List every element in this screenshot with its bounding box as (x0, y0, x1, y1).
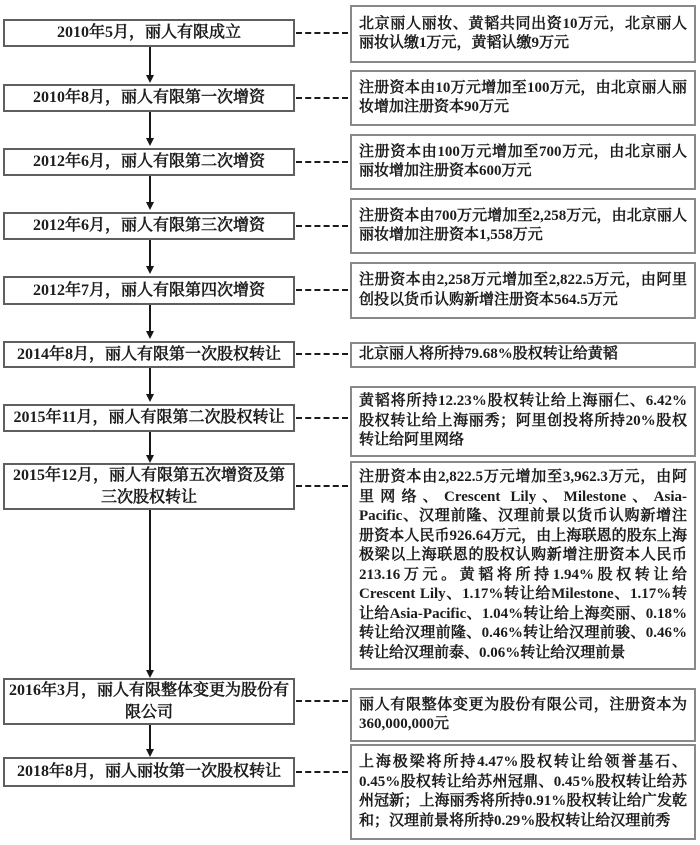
flow-step-label-2: 2010年8月，丽人有限第一次增资 (32, 89, 265, 106)
down-arrow-7 (149, 432, 151, 455)
flow-step-description-5 (350, 262, 696, 319)
flow-step-box-1 (3, 19, 295, 47)
down-arrow-6 (149, 368, 151, 394)
flow-step-box-5 (3, 276, 295, 305)
flow-step-description-6 (350, 342, 696, 368)
flow-step-label-7: 2015年11月，丽人有限第二次股权转让 (13, 409, 285, 426)
dashed-connector-1 (296, 32, 348, 34)
flow-step-box-2 (3, 84, 295, 112)
flow-step-description-text-7: 黄韬将所持12.23%股权转让给上海丽仁、6.42%股权转让给上海丽秀；阿里创投将所持20%股权转让给阿里网络 (359, 393, 687, 449)
dashed-connector-2 (296, 97, 348, 99)
flow-step-description-9 (350, 688, 696, 742)
down-arrow-4 (149, 240, 151, 266)
flow-step-box-8 (3, 463, 295, 510)
flow-step-label-6: 2014年8月，丽人有限第一次股权转让 (16, 345, 281, 363)
dashed-connector-4 (296, 225, 348, 227)
flow-step-box-3 (3, 148, 295, 176)
flow-step-box-4 (3, 212, 295, 240)
flow-step-label-4: 2012年6月，丽人有限第三次增资 (32, 217, 265, 234)
dashed-connector-9 (296, 700, 348, 702)
dashed-connector-6 (296, 353, 348, 355)
flow-step-description-text-6: 北京丽人将所持79.68%股权转让给黄韬 (359, 346, 618, 363)
flow-step-description-text-5: 注册资本由2,258万元增加至2,822.5万元，由阿里创投以货币认购新增注册资本564.5万元 (359, 272, 687, 308)
flow-step-label-5: 2012年7月，丽人有限第四次增资 (32, 281, 265, 299)
flow-step-description-3 (350, 134, 696, 190)
flow-step-description-text-1: 北京丽人丽妆、黄韬共同出资10万元，北京丽人丽妆认缴1万元，黄韬认缴9万元 (359, 15, 687, 51)
flow-step-description-2 (350, 70, 696, 126)
flow-step-label-8: 2015年12月，丽人有限第五次增资及第三次股权转让 (12, 466, 285, 506)
flow-step-label-9: 2016年3月，丽人有限整体变更为股份有限公司 (8, 681, 289, 721)
down-arrow-9 (149, 725, 151, 749)
flow-step-description-text-4: 注册资本由700万元增加至2,258万元，由北京丽人丽妆增加注册资本1,558万元 (359, 207, 687, 243)
flow-step-box-7 (3, 404, 295, 432)
dashed-connector-8 (296, 485, 348, 487)
dashed-connector-7 (296, 417, 348, 419)
flow-step-box-10 (3, 757, 295, 787)
flow-step-description-text-2: 注册资本由10万元增加至100万元，由北京丽人丽妆增加注册资本90万元 (359, 79, 687, 115)
flow-step-description-8 (350, 461, 696, 670)
flow-step-box-9 (3, 678, 295, 725)
down-arrow-8 (149, 510, 151, 670)
flow-step-description-10 (350, 744, 696, 840)
flow-step-description-4 (350, 198, 696, 254)
down-arrow-3 (149, 176, 151, 202)
down-arrow-5 (149, 305, 151, 331)
dashed-connector-5 (296, 289, 348, 291)
flow-step-description-1 (350, 5, 696, 63)
flow-step-description-text-9: 丽人有限整体变更为股份有限公司，注册资本为360,000,000元 (359, 696, 687, 732)
down-arrow-1 (149, 47, 151, 75)
flow-step-label-1: 2010年5月，丽人有限成立 (56, 24, 241, 41)
flow-step-description-7 (350, 386, 696, 457)
flow-step-box-6 (3, 341, 295, 368)
flow-step-description-text-3: 注册资本由100万元增加至700万元，由北京丽人丽妆增加注册资本600万元 (359, 143, 687, 179)
flow-step-description-text-8: 注册资本由2,822.5万元增加至3,962.3万元，由阿里网络、Crescent Lily、Milestone、Asia-Pacific、汉理前隆、汉理前景以货币认购新增注册资本人民币926.64万元，由上海联恩的股东上海极梁以上海联恩的股权认购新增注册资本人民币213.16万元。黄韬将所持1.94%股权转让给Crescent Lily、1.17%转让给Milestone、1.17%转让给Asia-Pacific、1.04%转让给上海奕丽、0.18%转让给汉理前隆、0.46%转让给汉理前骏、0.46%转让给汉理前泰、0.06%转让给汉理前景 (359, 469, 687, 661)
flow-step-label-10: 2018年8月，丽人丽妆第一次股权转让 (16, 763, 281, 780)
flow-step-description-text-10: 上海极梁将所持4.47%股权转让给领誉基石、0.45%股权转让给苏州冠鼎、0.45%股权转让给苏州冠新；上海丽秀将所持0.91%股权转让给广发乾和；汉理前景将所持0.29%股权转让给汉理前秀 (359, 754, 687, 829)
dashed-connector-3 (296, 161, 348, 163)
flow-step-label-3: 2012年6月，丽人有限第二次增资 (32, 153, 265, 170)
down-arrow-2 (149, 112, 151, 138)
dashed-connector-10 (296, 771, 348, 773)
